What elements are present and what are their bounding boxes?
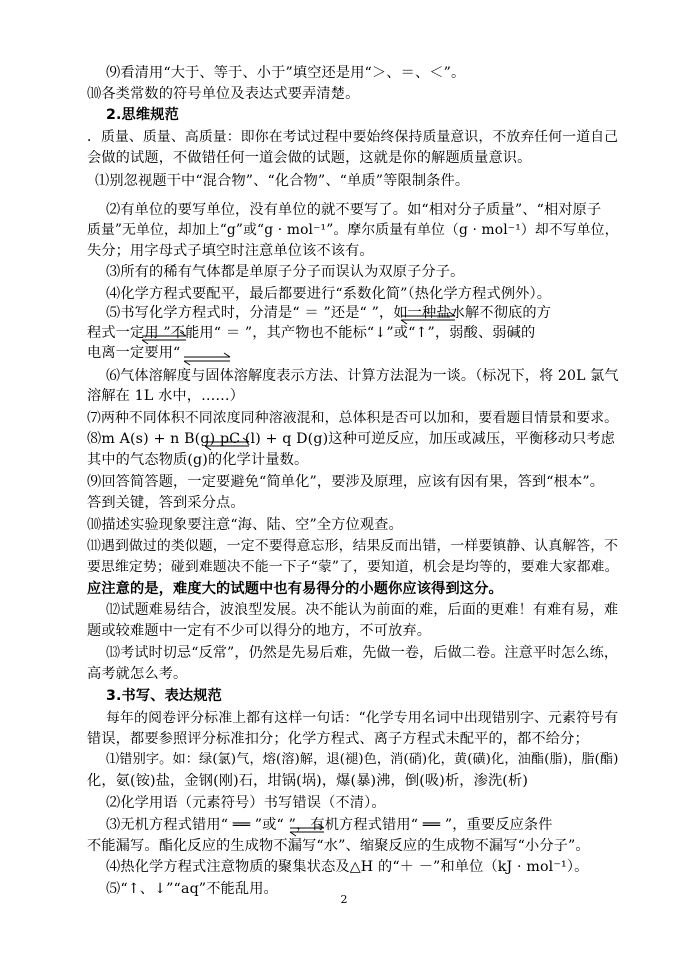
reversible-arrow-icon <box>140 331 188 345</box>
text-line: 题或较难题中一定有不少可以得分的地方，不可放弃。 <box>87 623 432 639</box>
text-line: ⑽各类常数的符号单位及表达式要弄清楚。 <box>87 86 360 102</box>
text-line: ⒀考试时切忌“反常”，仍然是先易后难，先做一卷，后做二卷。注意平时怎么练， <box>106 645 619 661</box>
text-line: 3.书写、表达规范 <box>106 688 222 704</box>
text-line: 失分；用字母式子填空时注意单位该不该有。 <box>87 243 374 259</box>
text-line: ⑸“↑、↓”“aq”不能乱用。 <box>106 881 278 897</box>
text-line: ⑼看清用“大于、等于、小于”填空还是用“＞、＝、＜”。 <box>106 65 466 81</box>
text-line: 应注意的是，难度大的试题中也有易得分的小题你应该得到这分。 <box>87 581 503 597</box>
text-line: 会做的试题，不做错任何一道会做的试题，这就是你的解题质量意识。 <box>87 150 532 166</box>
text-line: ⑻m A(s) + n B(g) pC (l) + q D(g)这种可逆反应，加压或减压，平衡移动只考虑 <box>87 431 616 447</box>
text-line: ．质量、质量、高质量：即你在考试过程中要始终保持质量意识，不放弃任何一道自己 <box>87 129 619 145</box>
text-line: 高考就怎么考。 <box>87 666 188 682</box>
text-line: ⑿试题难易结合，波浪型发展。决不能认为前面的难，后面的更难！有难有易，难 <box>106 602 619 618</box>
page-number: 2 <box>340 893 348 906</box>
text-line: 答到关键，答到采分点。 <box>87 495 245 511</box>
text-line: 要思维定势；碰到难题决不能一下子“蒙”了，要知道，机会是均等的，要难大家都难。 <box>87 559 619 575</box>
text-line: ⑸书写化学方程式时，分清是“ ＝ ”还是“ ”，如一种盐水解不彻底的方 <box>106 305 552 321</box>
text-line: 其中的气态物质(g)的化学计量数。 <box>87 452 309 468</box>
reversible-arrow-icon <box>399 311 457 325</box>
text-line: ⑽描述实验现象要注意“海、陆、空”全方位观查。 <box>87 517 403 533</box>
reversible-arrow-icon <box>203 437 251 451</box>
text-line: 电离一定要用“ <box>87 345 181 361</box>
text-line: ⑾遇到做过的类似题，一定不要得意忘形，结果反而出错，一样要镇静、认真解答，不 <box>87 538 619 554</box>
text-line: 质量”无单位，却加上“g”或“g · mol⁻¹”。摩尔质量有单位（g · mol⁻¹）却不写单位， <box>87 222 619 238</box>
reversible-arrow-icon <box>288 823 326 837</box>
text-line: ⑷热化学方程式注意物质的聚集状态及△H 的“＋ －”和单位（kJ · mol⁻¹）。 <box>106 859 589 875</box>
text-line: ⑼回答简答题，一定要避免“简单化”，要涉及原理，应该有因有果，答到“根本”。 <box>87 474 605 490</box>
reversible-arrow-icon <box>182 352 232 366</box>
text-line: 每年的阅卷评分标准上都有这样一句话：“化学专用名词中出现错别字、元素符号有 <box>106 710 619 726</box>
text-line: 不能漏写。酯化反应的生成物不漏写“水”、缩聚反应的生成物不漏写“小分子”。 <box>87 838 590 854</box>
text-line: ⑶无机方程式错用“ ══ ”或“ ”，有机方程式错用“ ══ ”，重要反应条件 <box>106 817 553 833</box>
text-line: 错误，都要参照评分标准扣分；化学方程式、离子方程式未配平的，都不给分； <box>87 731 589 747</box>
text-line: ⑹气体溶解度与固体溶解度表示方法、计算方法混为一谈。（标况下，将 20L 氯气 <box>106 368 619 384</box>
text-line: ⑷化学方程式要配平，最后都要进行“系数化简”（热化学方程式例外）。 <box>106 286 552 302</box>
text-line: 溶解在 1L 水中，……） <box>87 388 245 404</box>
text-line: 程式一定用 ”不能用“ ＝ ”，其产物也不能标“↓”或“↑”，弱酸、弱碱的 <box>87 325 536 341</box>
text-line: ⑶所有的稀有气体都是单原子分子而误认为双原子分子。 <box>106 264 465 280</box>
text-line: 化，氨(铵)盐，金钢(刚)石，坩锅(埚)，爆(暴)沸，倒(吸)析，渗洗(析) <box>87 773 528 789</box>
text-line: ⑵化学用语（元素符号）书写错误（不清）。 <box>106 795 386 811</box>
text-line: ⑴错别字。如：绿(氯)气，熔(溶)解，退(褪)色，消(硝)化，黄(磺)化，油酯(脂)，脂(酯) <box>106 752 619 767</box>
text-line: 2.思维规范 <box>106 107 179 123</box>
text-line: ⑵有单位的要写单位，没有单位的就不要写了。如“相对分子质量”、“相对原子 <box>106 202 602 218</box>
text-line: ⑴别忽视题干中“混合物”、“化合物”、“单质”等限制条件。 <box>95 173 470 189</box>
text-line: ⑺两种不同体积不同浓度同种溶液混和，总体积是否可以加和，要看题目情景和要求。 <box>87 410 619 426</box>
